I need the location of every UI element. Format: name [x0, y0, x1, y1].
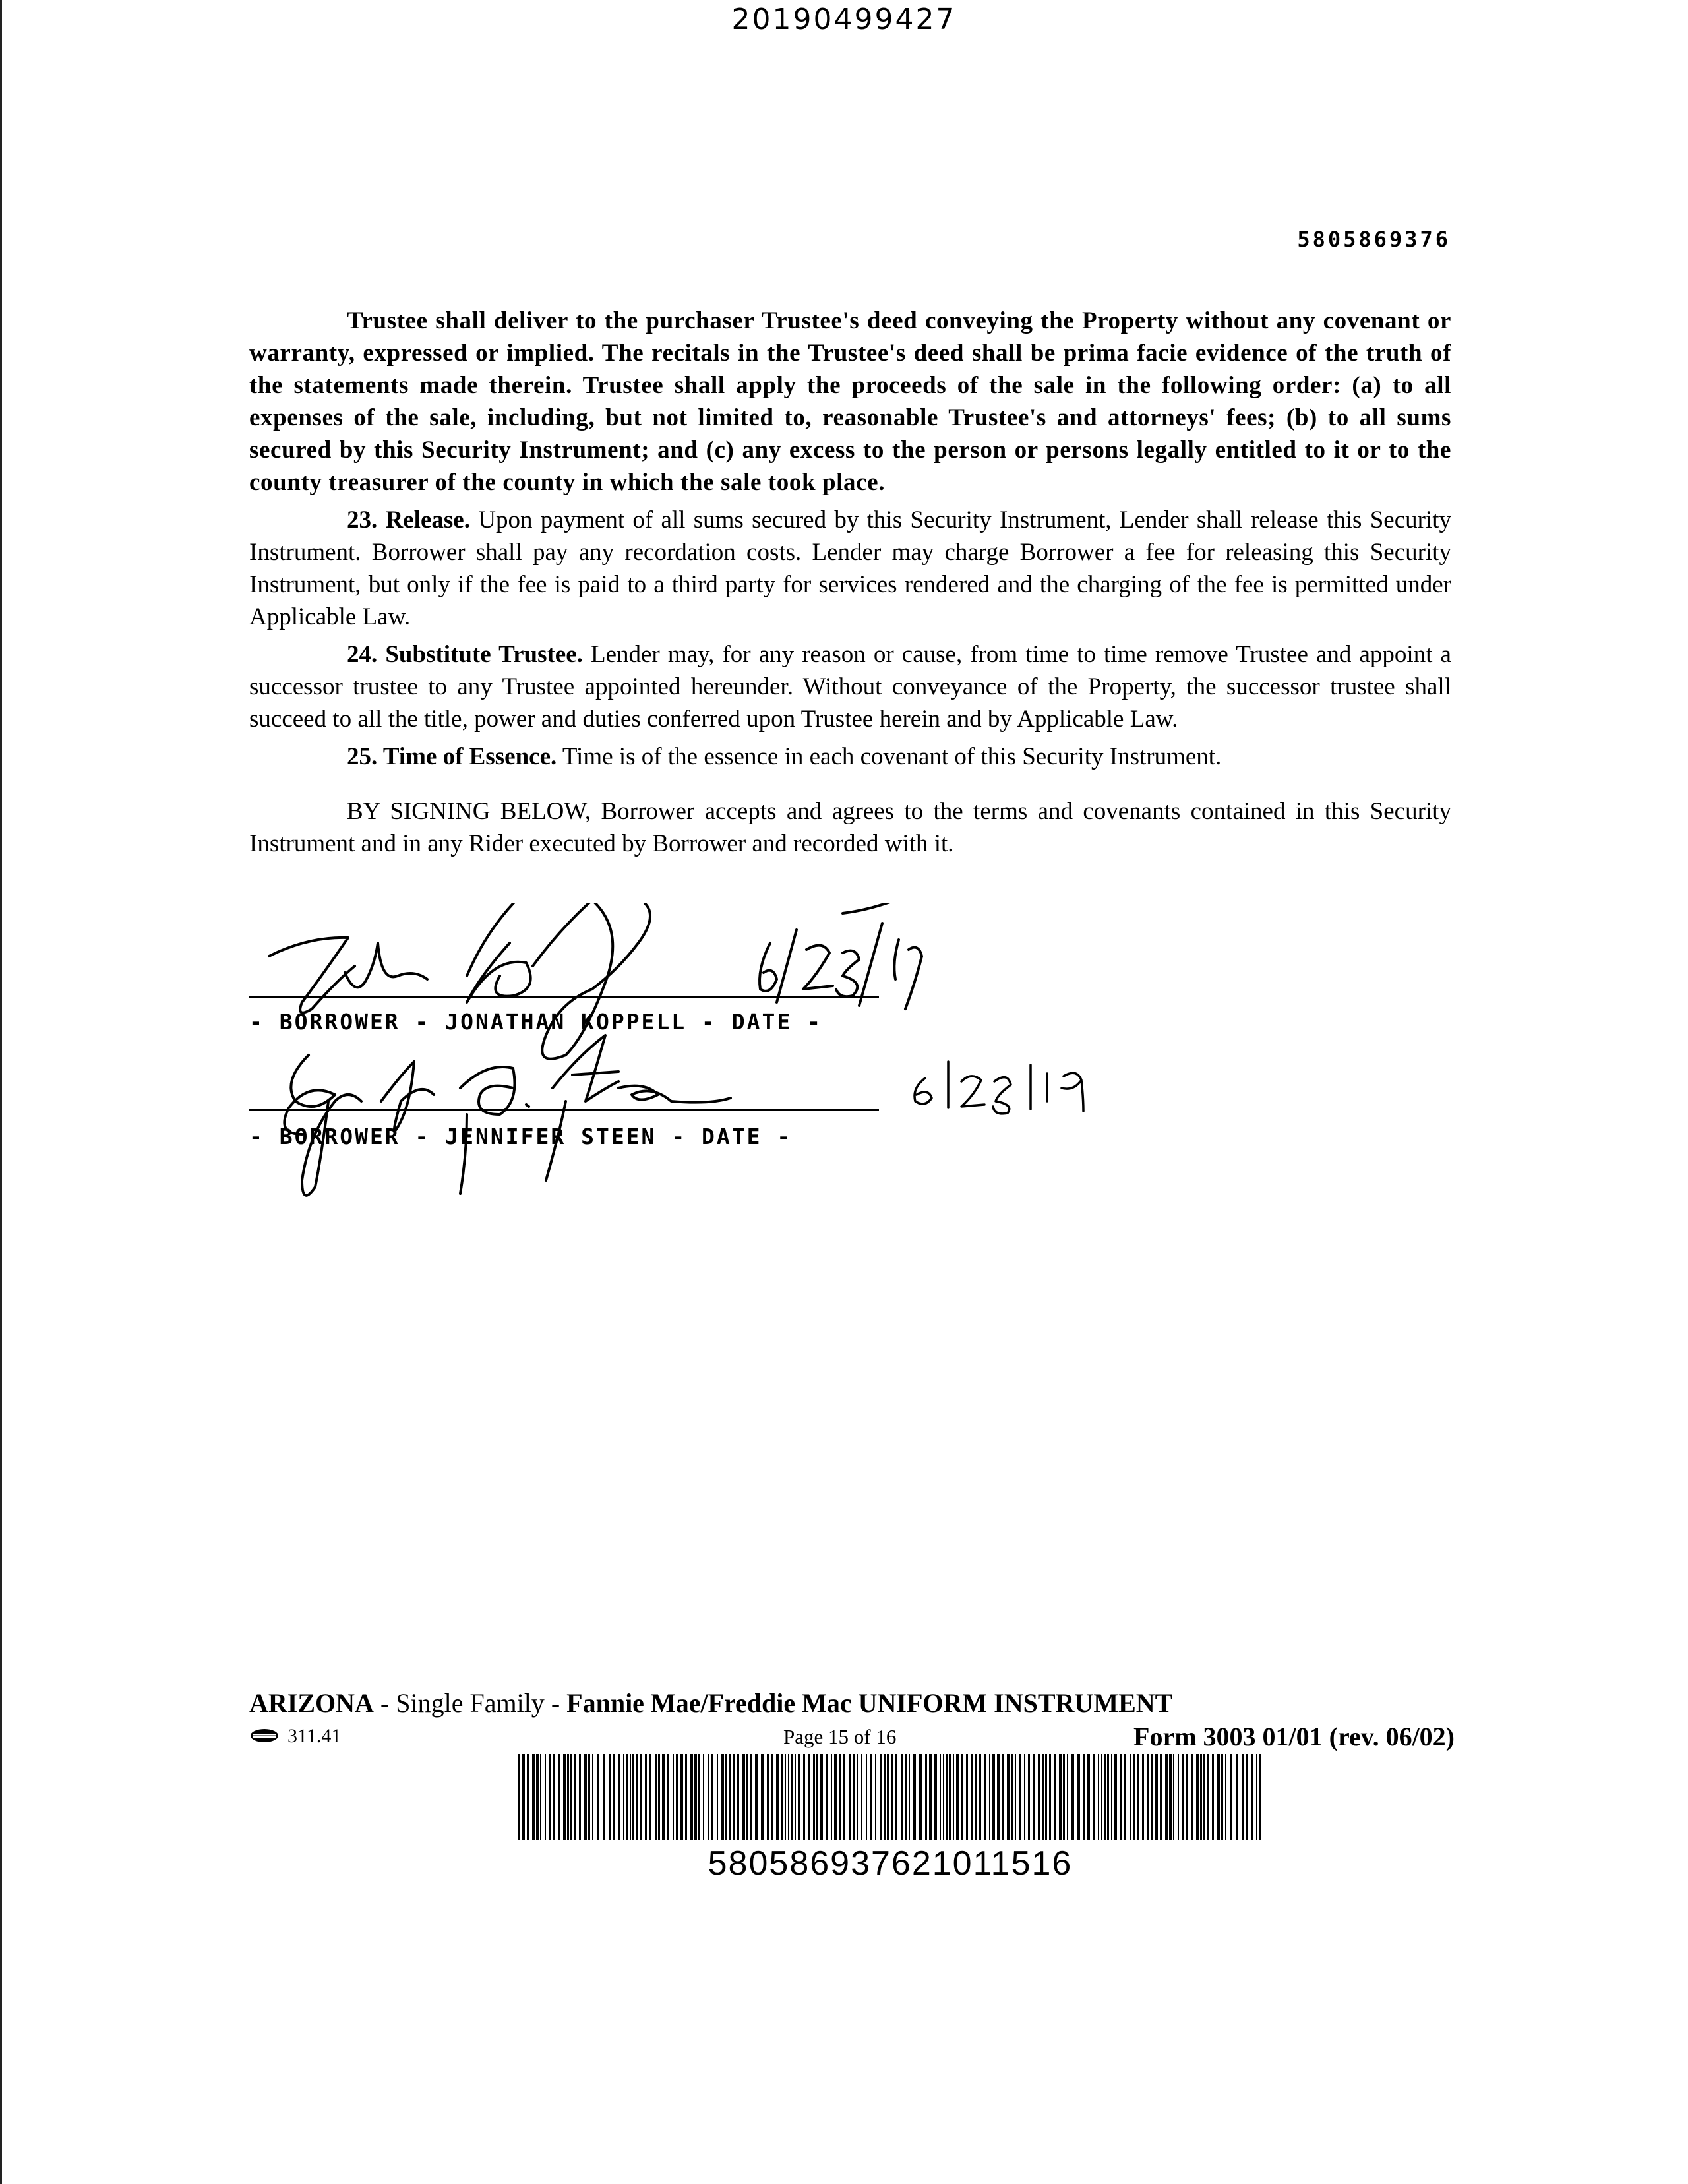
- section-25-text: Time is of the essence in each covenant of this Security Instrument.: [557, 743, 1222, 770]
- barcode-bar: [1225, 1754, 1226, 1840]
- barcode-bar: [574, 1754, 576, 1840]
- barcode-bar: [1207, 1754, 1209, 1840]
- barcode-bar: [630, 1754, 631, 1840]
- barcode-bar: [673, 1754, 674, 1840]
- section-23-heading: 23. Release.: [347, 506, 470, 533]
- barcode-bar: [1173, 1754, 1174, 1840]
- barcode-bar: [733, 1754, 735, 1840]
- barcode-bar: [592, 1754, 593, 1840]
- section-24-heading: 24. Substitute Trustee.: [347, 641, 583, 668]
- barcode-bar: [1182, 1754, 1184, 1840]
- barcode-bar: [1120, 1754, 1122, 1840]
- borrower-1-signature: [269, 903, 650, 1059]
- barcode-bar: [558, 1754, 560, 1840]
- barcode-bar: [880, 1754, 882, 1840]
- form-number: Form 3003 01/01 (rev. 06/02): [1133, 1722, 1455, 1751]
- trustee-deed-paragraph: Trustee shall deliver to the purchaser Trustee's deed conveying the Property without any covenant or warranty, expressed or implied. The recitals in the Trustee's deed shall be prima facie evidence of the truth of the statements made therein. Trustee shall apply the proceeds of the sale in the following order: (a) to all expenses of the sale, including, but not limited to, reasonable Trustee's and attorneys' fees; (b) to all sums secured by this Security Instrument; and (c) any excess to the person or persons legally entitled to it or to the county treasurer of the county in which the sale took place.: [249, 307, 1451, 496]
- borrower-1-date-handwritten: [760, 903, 922, 1009]
- barcode-bar: [522, 1754, 525, 1840]
- barcode-bar: [1038, 1754, 1040, 1840]
- barcode-bar: [603, 1754, 605, 1840]
- barcode-bar: [929, 1754, 932, 1840]
- barcode-bar: [1104, 1754, 1106, 1840]
- footer-family: Single Family: [396, 1688, 545, 1718]
- barcode-bar: [721, 1754, 724, 1840]
- footer-instrument: Fannie Mae/Freddie Mac UNIFORM INSTRUMENT: [566, 1688, 1173, 1718]
- barcode-bar: [527, 1754, 529, 1840]
- borrower-2-signature: [284, 1035, 731, 1196]
- barcode-bar: [831, 1754, 832, 1840]
- barcode-bar: [729, 1754, 731, 1840]
- barcode-bar: [703, 1754, 704, 1840]
- barcode-bar: [781, 1754, 783, 1840]
- barcode-bar: [861, 1754, 862, 1840]
- barcode-bar: [1256, 1754, 1257, 1840]
- barcode-bar: [1049, 1754, 1051, 1840]
- barcode-bar: [711, 1754, 713, 1840]
- barcode-bar: [1160, 1754, 1162, 1840]
- barcode-bar: [975, 1754, 977, 1840]
- barcode-bar: [1178, 1754, 1179, 1840]
- barcode-bar: [1155, 1754, 1158, 1840]
- barcode-bar: [989, 1754, 990, 1840]
- barcode-bar: [1217, 1754, 1220, 1840]
- recording-number: 20190499427: [731, 3, 957, 36]
- barcode-bar: [1246, 1754, 1248, 1840]
- barcode-bar: [1130, 1754, 1131, 1840]
- loan-number: 5805869376: [1297, 227, 1451, 252]
- section-25-time-of-essence: [249, 741, 1451, 773]
- barcode-bar: [785, 1754, 786, 1840]
- barcode-bar: [1015, 1754, 1016, 1840]
- barcode-bar: [1169, 1754, 1172, 1840]
- barcode-bar: [584, 1754, 587, 1840]
- barcode-bar: [1251, 1754, 1253, 1840]
- barcode-bar: [1019, 1754, 1021, 1840]
- barcode-bar: [658, 1754, 660, 1840]
- barcode-bar: [1165, 1754, 1168, 1840]
- barcode-bar: [685, 1754, 687, 1840]
- barcode-bar: [887, 1754, 889, 1840]
- section-23-release: [249, 504, 1451, 633]
- barcode-bar: [866, 1754, 867, 1840]
- barcode: [518, 1754, 1263, 1840]
- barcode-bar: [1071, 1754, 1074, 1840]
- form-code-number: 311.41: [287, 1725, 342, 1747]
- barcode-bar: [946, 1754, 948, 1840]
- barcode-bar: [618, 1754, 620, 1840]
- barcode-bar: [979, 1754, 981, 1840]
- barcode-bar: [788, 1754, 789, 1840]
- footer-state: ARIZONA: [249, 1688, 374, 1718]
- barcode-bar: [609, 1754, 611, 1840]
- footer-separator: -: [373, 1688, 396, 1718]
- barcode-bar: [953, 1754, 954, 1840]
- footer-row: [249, 1721, 1455, 1753]
- barcode-bar: [853, 1754, 855, 1840]
- barcode-bar: [843, 1754, 845, 1840]
- barcode-bar: [755, 1754, 758, 1840]
- barcode-bar: [623, 1754, 624, 1840]
- barcode-bar: [949, 1754, 951, 1840]
- signature-block: [249, 903, 1337, 1207]
- barcode-bar: [536, 1754, 539, 1840]
- section-25-heading: 25. Time of Essence.: [347, 743, 557, 770]
- barcode-bar: [834, 1754, 837, 1840]
- borrower-2-date-handwritten: [915, 1062, 1083, 1114]
- barcode-bar: [645, 1754, 647, 1840]
- barcode-bar: [549, 1754, 551, 1840]
- barcode-bar: [1191, 1754, 1193, 1840]
- barcode-bar: [895, 1754, 897, 1840]
- barcode-bar: [816, 1754, 818, 1840]
- barcode-bar: [532, 1754, 535, 1840]
- barcode-bar: [708, 1754, 709, 1840]
- document-body: [249, 305, 1451, 865]
- borrower-2-label: - BORROWER - JENNIFER STEEN - DATE -: [249, 1124, 793, 1149]
- barcode-bar: [1083, 1754, 1085, 1840]
- barcode-bar: [813, 1754, 815, 1840]
- barcode-bar: [1028, 1754, 1030, 1840]
- barcode-bar: [940, 1754, 941, 1840]
- barcode-bar: [680, 1754, 683, 1840]
- section-24-text: Lender may, for any reason or cause, from time to time remove Trustee and appoint a successor trustee to any Trustee appointed hereunder. Without conveyance of the Property, the successor trustee shall succeed to all the title, power and duties conferred upon Trustee herein and by Applicable Law.: [249, 641, 1451, 733]
- barcode-bar: [1067, 1754, 1068, 1840]
- page-indicator: Page 15 of 16: [783, 1725, 897, 1748]
- barcode-bar: [676, 1754, 678, 1840]
- barcode-bar: [971, 1754, 973, 1840]
- barcode-bar: [1133, 1754, 1135, 1840]
- barcode-bar: [1024, 1754, 1025, 1840]
- barcode-bar: [570, 1754, 572, 1840]
- barcode-bar: [761, 1754, 764, 1840]
- barcode-bar: [613, 1754, 615, 1840]
- barcode-bar: [905, 1754, 907, 1840]
- section-24-substitute-trustee: [249, 638, 1451, 735]
- barcode-bar: [1196, 1754, 1199, 1840]
- barcode-bar: [737, 1754, 739, 1840]
- barcode-bar: [746, 1754, 748, 1840]
- barcode-bar: [1147, 1754, 1149, 1840]
- barcode-bar: [1221, 1754, 1223, 1840]
- barcode-number: 580586937621011516: [708, 1844, 1073, 1883]
- barcode-bar: [694, 1754, 697, 1840]
- barcode-bar: [626, 1754, 628, 1840]
- barcode-bar: [563, 1754, 566, 1840]
- barcode-bar: [725, 1754, 727, 1840]
- barcode-bar: [1186, 1754, 1188, 1840]
- barcode-bar: [808, 1754, 810, 1840]
- barcode-bar: [1002, 1754, 1004, 1840]
- barcode-bar: [545, 1754, 546, 1840]
- barcode-bar: [1111, 1754, 1112, 1840]
- barcode-bar: [875, 1754, 876, 1840]
- barcode-bar: [553, 1754, 555, 1840]
- barcode-bar: [717, 1754, 718, 1840]
- barcode-bar: [1033, 1754, 1035, 1840]
- barcode-bar: [1124, 1754, 1126, 1840]
- barcode-bar: [540, 1754, 541, 1840]
- barcode-bar: [1101, 1754, 1102, 1840]
- footer-title: [249, 1688, 1455, 1718]
- barcode-bar: [791, 1754, 793, 1840]
- barcode-bar: [750, 1754, 752, 1840]
- barcode-bar: [992, 1754, 995, 1840]
- barcode-bar: [1203, 1754, 1205, 1840]
- barcode-bar: [803, 1754, 805, 1840]
- barcode-bar: [640, 1754, 642, 1840]
- barcode-bar: [1242, 1754, 1244, 1840]
- barcode-bar: [925, 1754, 927, 1840]
- barcode-bar: [1200, 1754, 1202, 1840]
- barcode-bar: [1011, 1754, 1013, 1840]
- vmp-logo-icon: [249, 1726, 280, 1749]
- barcode-bar: [767, 1754, 769, 1840]
- barcode-bar: [795, 1754, 796, 1840]
- barcode-bar: [961, 1754, 963, 1840]
- barcode-bar: [649, 1754, 651, 1840]
- barcode-bar: [1059, 1754, 1062, 1840]
- barcode-bar: [690, 1754, 693, 1840]
- barcode-bar: [662, 1754, 665, 1840]
- barcode-bar: [588, 1754, 590, 1840]
- barcode-bar: [901, 1754, 903, 1840]
- barcode-bar: [891, 1754, 893, 1840]
- barcode-bar: [870, 1754, 872, 1840]
- form-code: [249, 1725, 341, 1749]
- barcode-bar: [1077, 1754, 1080, 1840]
- barcode-bar: [1007, 1754, 1010, 1840]
- barcode-bar: [1212, 1754, 1214, 1840]
- barcode-bar: [839, 1754, 841, 1840]
- barcode-bar: [1236, 1754, 1238, 1840]
- barcode-bar: [1045, 1754, 1047, 1840]
- barcode-bar: [934, 1754, 937, 1840]
- barcode-bar: [636, 1754, 638, 1840]
- barcode-bar: [1142, 1754, 1144, 1840]
- barcode-bar: [849, 1754, 851, 1840]
- barcode-bar: [1087, 1754, 1090, 1840]
- barcode-bar: [698, 1754, 700, 1840]
- barcode-bar: [966, 1754, 968, 1840]
- barcode-bar: [667, 1754, 669, 1840]
- barcode-bar: [820, 1754, 823, 1840]
- barcode-bar: [857, 1754, 858, 1840]
- barcode-bar: [909, 1754, 910, 1840]
- barcode-bar: [884, 1754, 886, 1840]
- barcode-bar: [1042, 1754, 1044, 1840]
- barcode-bar: [632, 1754, 634, 1840]
- barcode-bar: [997, 1754, 1000, 1840]
- barcode-bar: [567, 1754, 569, 1840]
- barcode-bar: [518, 1754, 520, 1840]
- barcode-bar: [956, 1754, 959, 1840]
- barcode-bar: [1098, 1754, 1099, 1840]
- barcode-bar: [742, 1754, 745, 1840]
- barcode-bar: [1114, 1754, 1117, 1840]
- handwritten-signatures: [249, 903, 1337, 1207]
- barcode-bar: [776, 1754, 779, 1840]
- footer-separator: -: [544, 1688, 567, 1718]
- barcode-bar: [1107, 1754, 1109, 1840]
- barcode-bar: [798, 1754, 800, 1840]
- section-23-text: Upon payment of all sums secured by this Security Instrument, Lender shall release this Security Instrument. Borrower shall pay any recordation costs. Lender may charge Borrower a fee for releasing this Security Instrument, but only if the fee is paid to a third party for services rendered and the charging of the fee is permitted under Applicable Law.: [249, 506, 1451, 630]
- barcode-bar: [943, 1754, 944, 1840]
- barcode-bar: [655, 1754, 657, 1840]
- barcode-bar: [1230, 1754, 1232, 1840]
- barcode-bar: [597, 1754, 599, 1840]
- barcode-bar: [1063, 1754, 1065, 1840]
- barcode-bar: [984, 1754, 986, 1840]
- signing-statement: BY SIGNING BELOW, Borrower accepts and agrees to the terms and covenants contained in this Security Instrument and in any Rider executed by Borrower and recorded with it.: [249, 798, 1451, 857]
- barcode-bar: [1054, 1754, 1056, 1840]
- barcode-bar: [579, 1754, 581, 1840]
- form-footer: [249, 1688, 1455, 1753]
- barcode-bar: [913, 1754, 916, 1840]
- scan-edge: [0, 0, 2, 2184]
- barcode-bar: [919, 1754, 922, 1840]
- barcode-bar: [1151, 1754, 1153, 1840]
- barcode-bar: [826, 1754, 828, 1840]
- barcode-bar: [1093, 1754, 1095, 1840]
- borrower-1-label: - BORROWER - JONATHAN KOPPELL - DATE -: [249, 1009, 822, 1035]
- barcode-bar: [1137, 1754, 1139, 1840]
- barcode-bar: [1259, 1754, 1261, 1840]
- barcode-bar: [771, 1754, 773, 1840]
